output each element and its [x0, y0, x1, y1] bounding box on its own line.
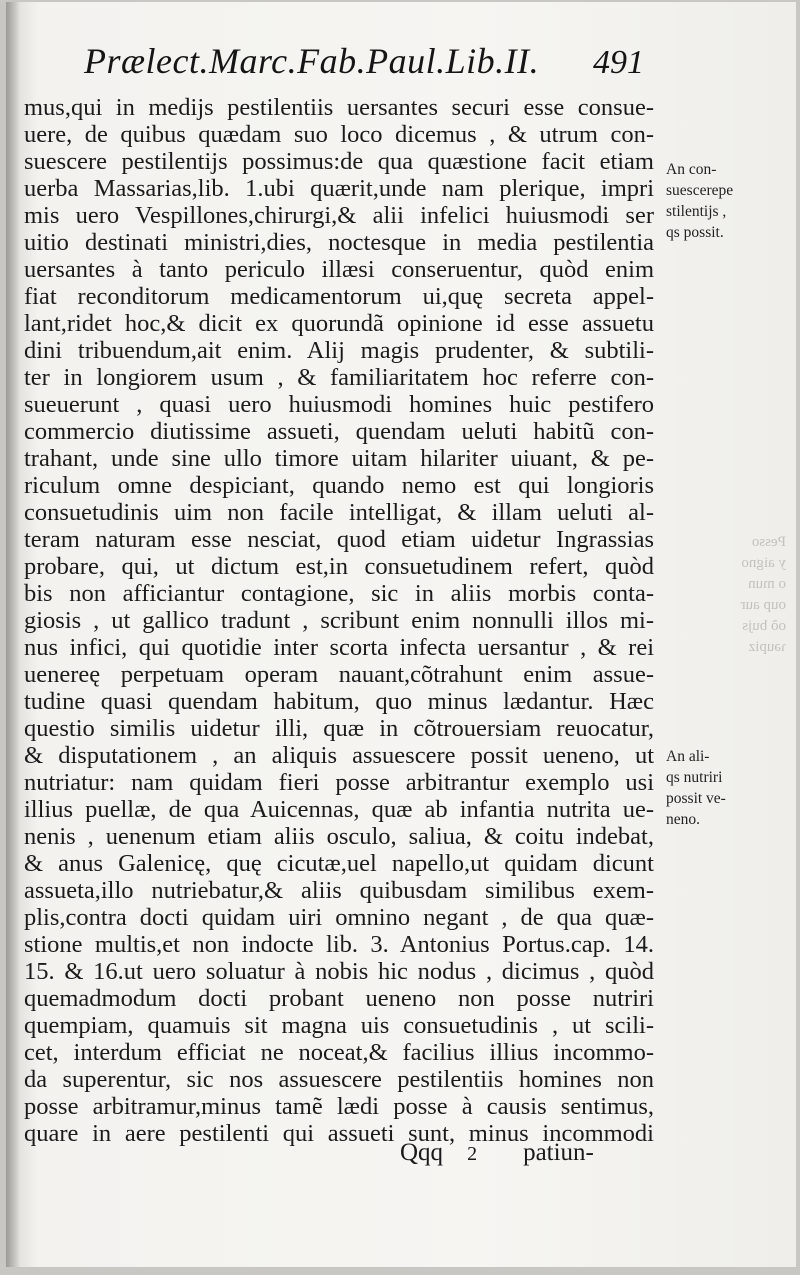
- text-line: quare in aere pestilenti qui assueti sunt, minus incommodi: [24, 1120, 654, 1147]
- text-line: plis,contra docti quidam uiri omnino negant , de qua quæ-: [24, 904, 654, 931]
- show-through-line: y aigno: [741, 555, 786, 571]
- text-line: teram naturam esse nesciat, quod etiam uidetur Ingrassias: [24, 526, 654, 553]
- text-line: & disputationem , an aliquis assuescere possit ueneno, ut: [24, 742, 654, 769]
- show-through-line: ɿǝupiz: [748, 639, 786, 655]
- text-line: probare, qui, ut dictum est,in consuetudinem refert, quòd: [24, 553, 654, 580]
- margin-note-consuescere: [666, 159, 796, 243]
- margin-note-line: An ali-: [666, 748, 710, 765]
- running-head: [84, 40, 644, 82]
- text-line: mis uero Vespillones,chirurgi,& alii infelici huiusmodi ser: [24, 202, 654, 229]
- margin-note-veneno: [666, 746, 796, 830]
- text-line: quemadmodum docti probant ueneno non posse nutriri: [24, 985, 654, 1012]
- page-number: 491: [593, 44, 644, 81]
- text-line: fiat reconditorum medicamentorum ui,quę secreta appel-: [24, 283, 654, 310]
- text-line: giosis , ut gallico tradunt , scribunt enim nonnulli illos mi-: [24, 607, 654, 634]
- show-through-line: o mun: [748, 576, 786, 592]
- signature-mark: Qqq: [400, 1139, 444, 1166]
- margin-note-line: suescerepe: [666, 182, 734, 199]
- margin-note-line: An con-: [666, 161, 717, 178]
- text-line: dini tribuendum,ait enim. Alij magis prudenter, & subtili-: [24, 337, 654, 364]
- text-line: 15. & 16.ut uero soluatur à nobis hic nodus , dicimus , quòd: [24, 958, 654, 985]
- show-through-line: oõ bujs: [742, 618, 786, 634]
- text-line: lant,ridet hoc,& dicit ex quorundã opinione id esse assuetu: [24, 310, 654, 337]
- text-line: illius puellæ, de qua Auicennas, quæ ab infantia nutrita ue-: [24, 796, 654, 823]
- main-text-block: [24, 94, 654, 1147]
- margin-note-line: qs possit.: [666, 224, 724, 241]
- margin-note-line: stilentijs ,: [666, 203, 727, 220]
- text-line: da superentur, sic nos assuescere pestilentiis homines non: [24, 1066, 654, 1093]
- running-title: Prælect.Marc.Fab.Paul.Lib.II.: [84, 41, 540, 81]
- text-line: uerba Massarias,lib. 1.ubi quærit,unde nam plerique, impri: [24, 175, 654, 202]
- text-line: posse arbitramur,minus tamẽ lædi posse à causis sentimus,: [24, 1093, 654, 1120]
- text-line: cet, interdum efficiat ne noceat,& facilius illius incommo-: [24, 1039, 654, 1066]
- text-line: nutriatur: nam quidam fieri posse arbitrantur exemplo usi: [24, 769, 654, 796]
- book-page: [6, 2, 796, 1267]
- text-line: quempiam, quamuis sit magna uis consuetudinis , ut scili-: [24, 1012, 654, 1039]
- margin-note-line: possit ve-: [666, 790, 726, 807]
- text-line: nus infici, qui quotidie inter scorta infecta uersantur , & rei: [24, 634, 654, 661]
- text-line: commercio diutissime assueti, quendam ueluti habitũ con-: [24, 418, 654, 445]
- text-line: bis non afficiantur contagione, sic in aliis morbis conta-: [24, 580, 654, 607]
- text-line: uersantes à tanto periculo illæsi conseruentur, quòd enim: [24, 256, 654, 283]
- text-line: consuetudinis uim non facile intelligat, & illam ueluti al-: [24, 499, 654, 526]
- page-footer: [400, 1139, 594, 1167]
- text-line: stione multis,et non indocte lib. 3. Antonius Portus.cap. 14.: [24, 931, 654, 958]
- text-line: uenereę perpetuam operam nauant,cõtrahunt enim assue-: [24, 661, 654, 688]
- margin-note-line: qs nutriri: [666, 769, 723, 786]
- text-line: riculum omne despiciant, quando nemo est qui longioris: [24, 472, 654, 499]
- show-through-line: Pesso: [751, 534, 786, 550]
- text-line: uere, de quibus quædam suo loco dicemus , & utrum con-: [24, 121, 654, 148]
- text-line: assueta,illo nutriebatur,& aliis quibusdam similibus exem-: [24, 877, 654, 904]
- text-line: uitio destinati ministri,dies, noctesque in media pestilentia: [24, 229, 654, 256]
- show-through-text: [656, 532, 786, 658]
- text-line: & anus Galenicę, quę cicutæ,uel napello,ut quidam dicunt: [24, 850, 654, 877]
- text-line: trahant, unde sine ullo timore uitam hilariter uiuant, & pe-: [24, 445, 654, 472]
- page-gutter-shadow: [6, 2, 20, 1267]
- text-line: suescere pestilentijs possimus:de qua quæstione facit etiam: [24, 148, 654, 175]
- margin-note-line: neno.: [666, 811, 701, 828]
- text-line: questio similis uidetur illi, quæ in cõtrouersiam reuocatur,: [24, 715, 654, 742]
- signature-number: 2: [467, 1143, 478, 1165]
- show-through-line: oup aur: [740, 597, 786, 613]
- text-line: mus,qui in medijs pestilentiis uersantes securi esse consue-: [24, 94, 654, 121]
- text-line: sueuerunt , quasi uero huiusmodi homines huic pestifero: [24, 391, 654, 418]
- catchword: patiun-: [523, 1139, 594, 1166]
- text-line: tudine quasi quendam habitum, quo minus lædantur. Hæc: [24, 688, 654, 715]
- text-line: nenis , uenenum etiam aliis osculo, saliua, & coitu indebat,: [24, 823, 654, 850]
- text-line: ter in longiorem usum , & familiaritatem hoc referre con-: [24, 364, 654, 391]
